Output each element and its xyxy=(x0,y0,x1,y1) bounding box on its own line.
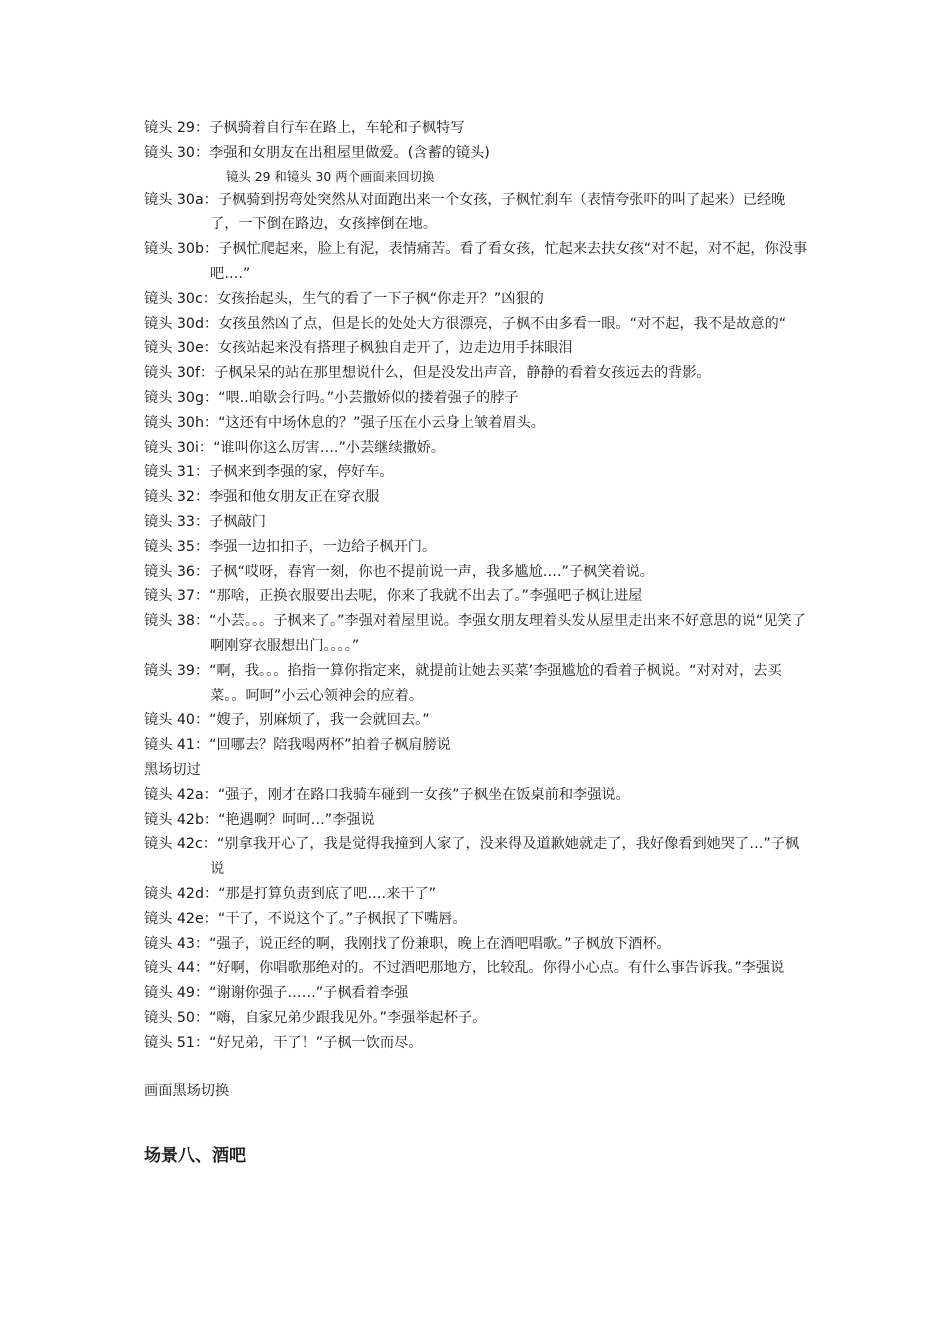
shot-30d: 镜头 30d：女孩虽然凶了点，但是长的处处大方很漂亮，子枫不由多看一眼。“对不起，我不是故意的“ xyxy=(144,315,787,332)
transition-black-cut: 黑场切过 xyxy=(144,761,201,778)
shot-30: 镜头 30：李强和女朋友在出租屋里做爱。(含蓄的镜头) xyxy=(144,144,490,161)
shot-33: 镜头 33：子枫敲门 xyxy=(144,513,266,530)
shot-38: 镜头 38：“小芸。。。子枫来了。”李强对着屋里说。李强女朋友理着头发从屋里走出来不好意思的说“见笑了啊刚穿衣服想出门。。。。” xyxy=(144,613,806,654)
shot-42e: 镜头 42e：“干了，不说这个了。”子枫抿了下嘴唇。 xyxy=(144,910,467,927)
shot-30c: 镜头 30c：女孩抬起头，生气的看了一下子枫“你走开？”凶狠的 xyxy=(144,290,544,307)
shot-30g: 镜头 30g：“喂..咱歇会行吗。”小芸撒娇似的搂着强子的脖子 xyxy=(144,389,519,406)
shot-39: 镜头 39：“啊，我。。。掐指一算你指定来，就提前让她去买菜’李强尴尬的看着子枫说。“对对对，去买菜。。呵呵”小云心领神会的应着。 xyxy=(144,662,782,704)
shot-29: 镜头 29：子枫骑着自行车在路上，车轮和子枫特写 xyxy=(144,120,465,136)
shot-44: 镜头 44：“好啊，你唱歌那绝对的。不过酒吧那地方，比较乱。你得小心点。有什么事告诉我。”李强说 xyxy=(144,960,785,977)
shot-32: 镜头 32：李强和他女朋友正在穿衣服 xyxy=(144,489,380,506)
shot-42c: 镜头 42c：“别拿我开心了，我是觉得我撞到人家了，没来得及道歉她就走了，我好像看到她哭了…”子枫说 xyxy=(144,836,800,878)
shot-36: 镜头 36：子枫“哎呀，春宵一刻，你也不提前说一声，我多尴尬….”子枫笑着说。 xyxy=(144,563,654,580)
scene-heading: 场景八、酒吧 xyxy=(144,1146,246,1167)
shot-30h: 镜头 30h：“这还有中场休息的？”强子压在小云身上皱着眉头。 xyxy=(144,414,545,431)
shot-30i: 镜头 30i：“谁叫你这么厉害….”小芸继续撒娇。 xyxy=(144,439,446,456)
blank-line xyxy=(144,1055,810,1079)
shot-30f: 镜头 30f：子枫呆呆的站在那里想说什么，但是没发出声音，静静的看着女孩远去的背影。 xyxy=(144,365,711,382)
transition-fade-black: 画面黑场切换 xyxy=(144,1083,230,1100)
script-body xyxy=(144,116,810,1170)
blank-line xyxy=(144,1104,810,1128)
shot-43: 镜头 43：“强子，说正经的啊，我刚找了份兼职，晚上在酒吧唱歌。”子枫放下酒杯。 xyxy=(144,935,671,952)
shot-42b: 镜头 42b：“艳遇啊？呵呵…”李强说 xyxy=(144,811,375,828)
shot-30e: 镜头 30e：女孩站起来没有搭理子枫独自走开了，边走边用手抹眼泪 xyxy=(144,340,573,357)
shot-35: 镜头 35：李强一边扣扣子，一边给子枫开门。 xyxy=(144,538,437,555)
shot-49: 镜头 49：“谢谢你强子……”子枫看着李强 xyxy=(144,985,409,1002)
shot-50: 镜头 50：“嗨，自家兄弟少跟我见外。”李强举起杯子。 xyxy=(144,1009,487,1026)
shot-note: 镜头 29 和镜头 30 两个画面来回切换 xyxy=(226,168,435,184)
shot-40: 镜头 40：“嫂子，别麻烦了，我一会就回去。” xyxy=(144,712,430,729)
shot-30b: 镜头 30b：子枫忙爬起来，脸上有泥，表情痛苦。看了看女孩，忙起来去扶女孩“对不起，对不起，你没事吧….” xyxy=(144,241,808,282)
shot-41: 镜头 41：“回哪去？陪我喝两杯”拍着子枫肩膀说 xyxy=(144,737,451,754)
shot-51: 镜头 51：“好兄弟，干了！”子枫一饮而尽。 xyxy=(144,1034,423,1051)
shot-42d: 镜头 42d：“那是打算负责到底了吧….来干了” xyxy=(144,885,436,902)
shot-31: 镜头 31：子枫来到李强的家，停好车。 xyxy=(144,464,394,481)
shot-42a: 镜头 42a：“强子，刚才在路口我骑车碰到一女孩”子枫坐在饭桌前和李强说。 xyxy=(144,786,630,803)
shot-37: 镜头 37：“那啥，正换衣服要出去呢，你来了我就不出去了。”李强吧子枫让进屋 xyxy=(144,588,643,605)
shot-30a: 镜头 30a：子枫骑到拐弯处突然从对面跑出来一个女孩，子枫忙刹车（表情夸张吓的叫了起来）已经晚了，一下倒在路边，女孩摔倒在地。 xyxy=(144,191,786,233)
